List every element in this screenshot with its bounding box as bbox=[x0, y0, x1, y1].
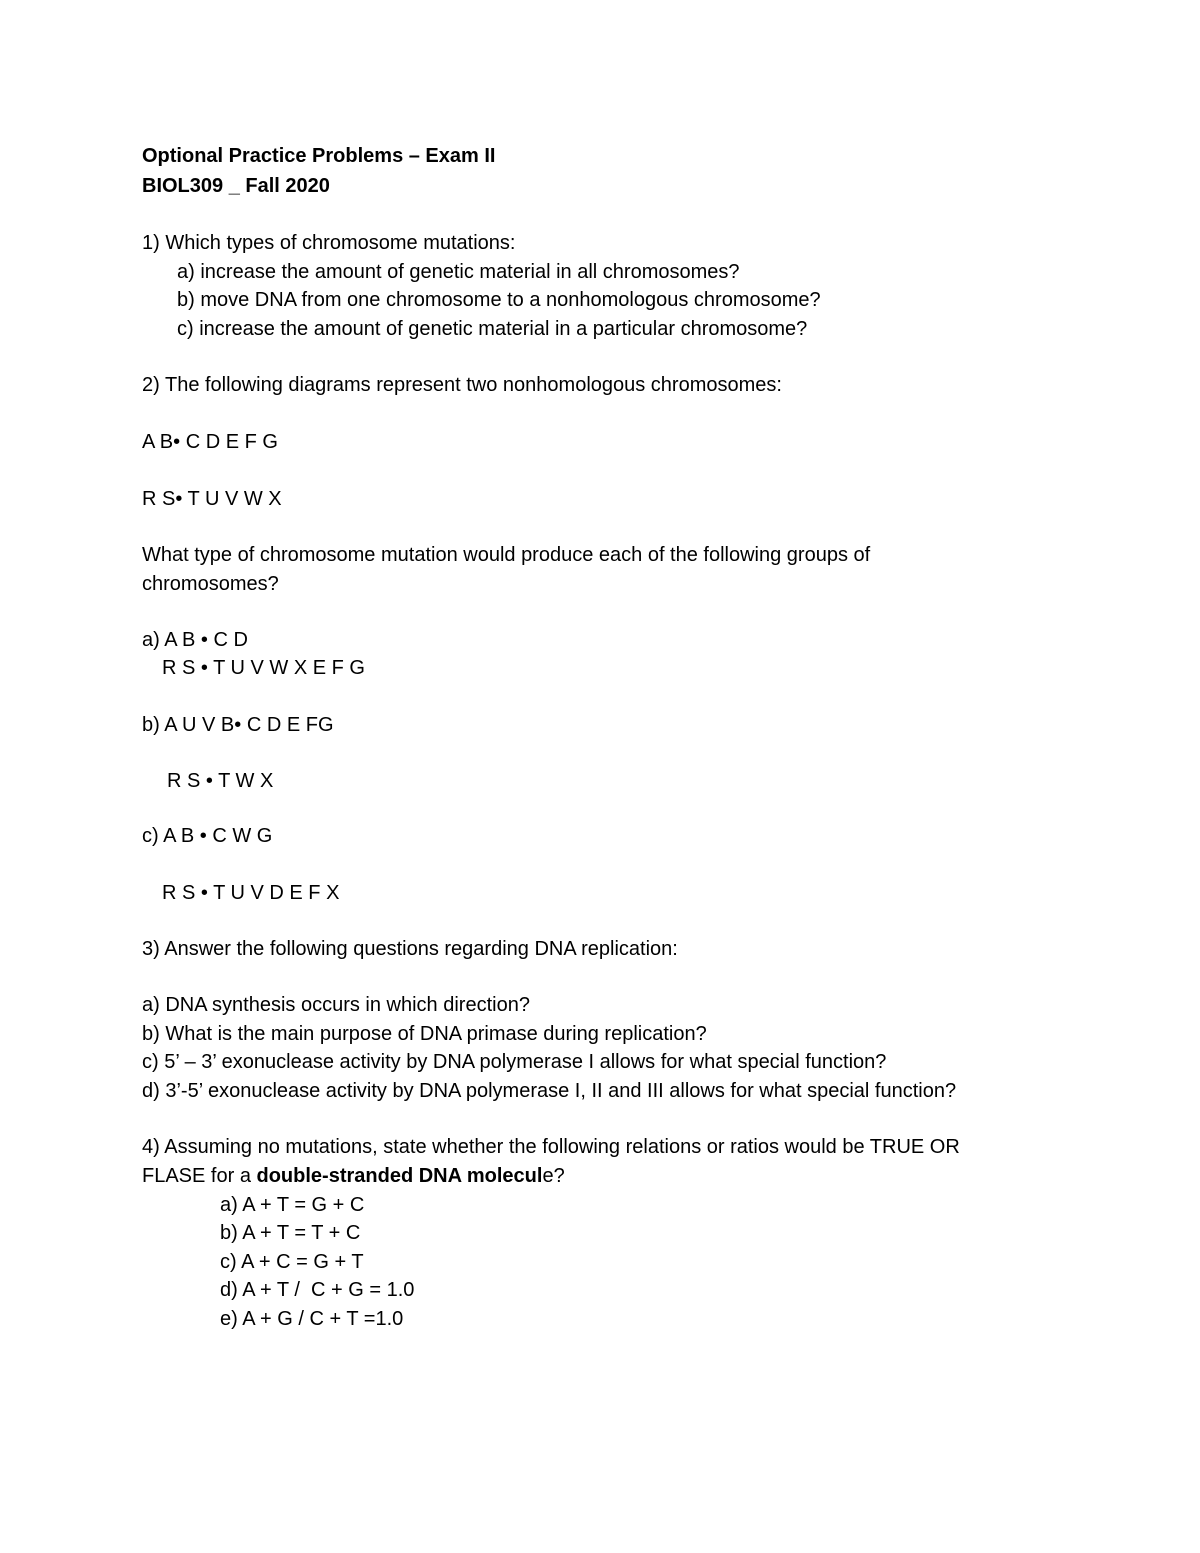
question-4-prompt-post: e? bbox=[542, 1165, 565, 1187]
question-4-prompt-line-2 bbox=[142, 1162, 565, 1190]
question-1-part-c: c) increase the amount of genetic material in a particular chromosome? bbox=[177, 318, 808, 340]
question-4-prompt-pre: FLASE for a bbox=[142, 1165, 257, 1187]
question-3-prompt: 3) Answer the following questions regarding DNA replication: bbox=[142, 938, 678, 960]
question-2-question-line-1: What type of chromosome mutation would produce each of the following groups of bbox=[142, 544, 871, 566]
chromosome-1-diagram: A B• C D E F G bbox=[142, 431, 278, 453]
question-2-prompt: 2) The following diagrams represent two nonhomologous chromosomes: bbox=[142, 374, 782, 396]
question-4-part-c: c) A + C = G + T bbox=[220, 1251, 364, 1273]
question-2-part-a-line-2: R S • T U V W X E F G bbox=[162, 657, 365, 679]
question-2-question-line-2: chromosomes? bbox=[142, 573, 279, 595]
question-4-part-d: d) A + T / C + G = 1.0 bbox=[220, 1279, 415, 1301]
question-4-prompt-line-1: 4) Assuming no mutations, state whether the following relations or ratios would be TRUE OR bbox=[142, 1136, 960, 1158]
question-4-part-b: b) A + T = T + C bbox=[220, 1222, 361, 1244]
chromosome-2-diagram: R S• T U V W X bbox=[142, 488, 282, 510]
question-3-part-b: b) What is the main purpose of DNA primase during replication? bbox=[142, 1023, 707, 1045]
question-1-part-b: b) move DNA from one chromosome to a nonhomologous chromosome? bbox=[177, 289, 821, 311]
question-1-part-a: a) increase the amount of genetic material in all chromosomes? bbox=[177, 261, 740, 283]
question-2-part-b-line-2: R S • T W X bbox=[167, 770, 274, 792]
document-title: Optional Practice Problems – Exam II bbox=[142, 145, 496, 167]
question-2-part-c-line-2: R S • T U V D E F X bbox=[162, 882, 340, 904]
question-3-part-c: c) 5’ – 3’ exonuclease activity by DNA polymerase I allows for what special function? bbox=[142, 1051, 887, 1073]
question-2-part-a-line-1: a) A B • C D bbox=[142, 629, 248, 651]
question-4-part-e: e) A + G / C + T =1.0 bbox=[220, 1308, 404, 1330]
question-1-prompt: 1) Which types of chromosome mutations: bbox=[142, 232, 516, 254]
question-2-part-c-line-1: c) A B • C W G bbox=[142, 825, 273, 847]
course-label: BIOL309 _ Fall 2020 bbox=[142, 175, 330, 197]
question-4-prompt-bold: double-stranded DNA molecul bbox=[256, 1165, 543, 1187]
question-3-part-a: a) DNA synthesis occurs in which direction? bbox=[142, 994, 530, 1016]
question-3-part-d: d) 3’-5’ exonuclease activity by DNA polymerase I, II and III allows for what special function? bbox=[142, 1080, 957, 1102]
question-2-part-b-line-1: b) A U V B• C D E FG bbox=[142, 714, 334, 736]
question-4-part-a: a) A + T = G + C bbox=[220, 1194, 365, 1216]
